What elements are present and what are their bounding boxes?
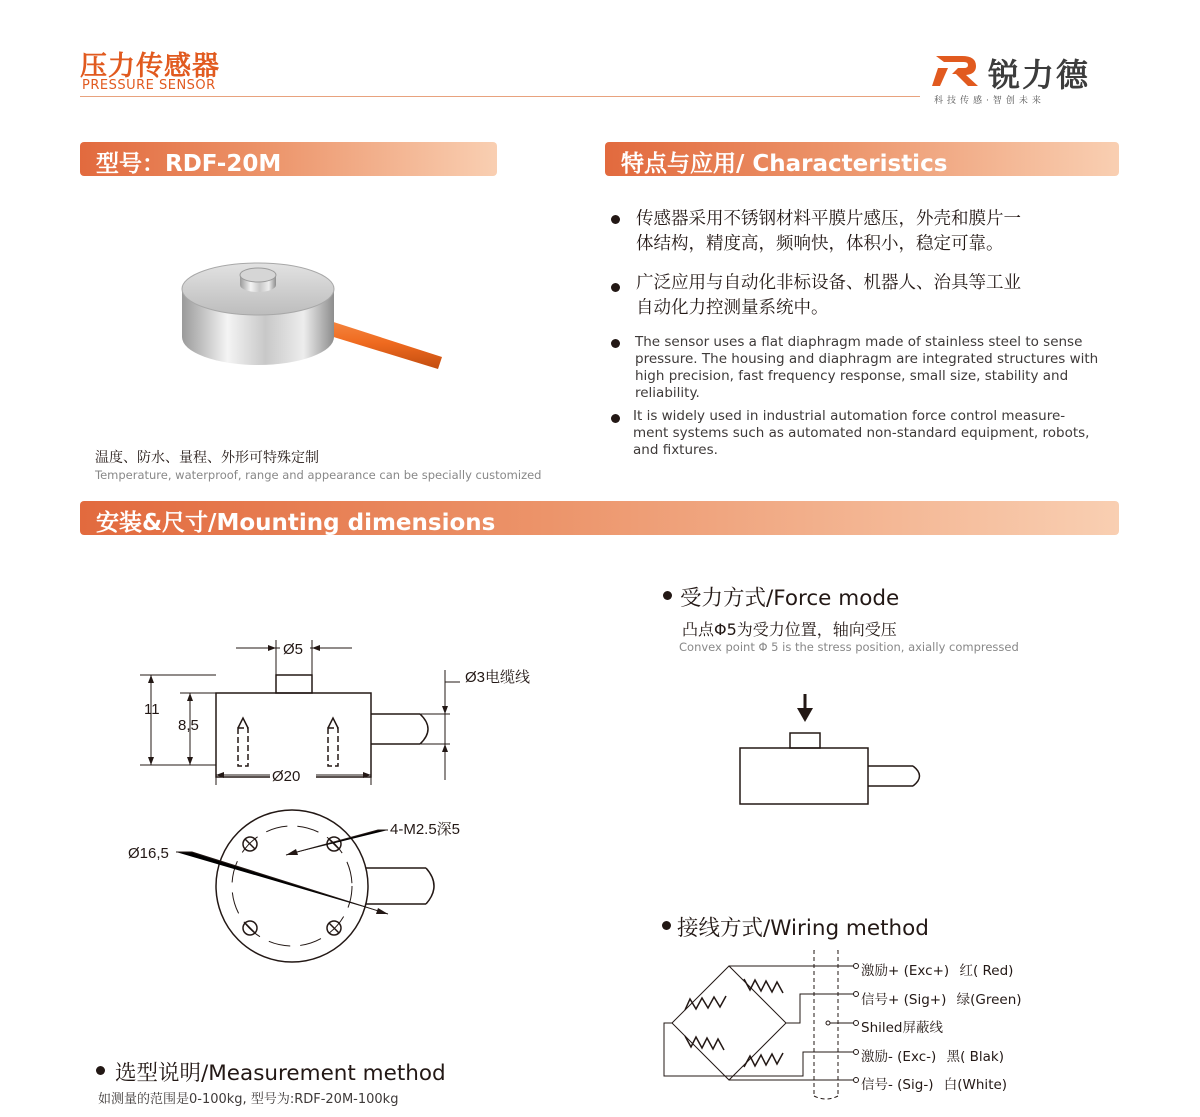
wire-signal: 激励- (Exc-)	[861, 1048, 937, 1065]
characteristic-line: 传感器采用不锈钢材料平膜片感压，外壳和膜片一	[636, 209, 1021, 229]
product-image	[170, 245, 460, 375]
characteristic-line: 体结构，精度高，频响快，体积小，稳定可靠。	[636, 234, 1004, 254]
wire-color: 白(White)	[943, 1077, 1008, 1093]
characteristic-line: ment systems such as automated non-standard equipment, robots,	[633, 425, 1090, 441]
wire-label-row	[861, 1043, 1022, 1072]
dim-d5: Ø5	[283, 641, 304, 658]
dim-d20: Ø20	[272, 768, 301, 785]
wire-label-row	[861, 986, 1022, 1015]
customization-note-cn: 温度、防水、量程、外形可特殊定制	[95, 450, 319, 466]
dim-h11: 11	[144, 701, 160, 718]
characteristic-line: The sensor uses a flat diaphragm made of stainless steel to sense	[635, 334, 1083, 350]
characteristic-item	[633, 408, 1089, 459]
mounting-banner-text: 安装&尺寸/Mounting dimensions	[96, 510, 496, 536]
wire-color: 红( Red)	[959, 963, 1014, 979]
characteristics-banner-text: 特点与应用/ Characteristics	[621, 151, 948, 177]
characteristic-line: pressure. The housing and diaphragm are integrated structures with	[635, 351, 1099, 367]
mounting-banner	[80, 501, 1119, 535]
dim-h85: 8,5	[178, 717, 199, 734]
model-banner-text: 型号：RDF-20M	[96, 151, 282, 177]
wire-label-row	[861, 1071, 1022, 1100]
wire-signal: 激励+ (Exc+)	[861, 963, 950, 979]
customization-note-en: Temperature, waterproof, range and appearance can be specially customized	[95, 468, 542, 482]
force-mode-diagram	[730, 688, 930, 808]
bullet-icon	[611, 283, 620, 292]
bullet-icon	[662, 921, 671, 930]
characteristic-item	[636, 207, 1021, 257]
characteristics-banner	[605, 142, 1119, 176]
characteristic-line: high precision, fast frequency response, small size, stability and	[635, 368, 1069, 384]
bullet-icon	[96, 1066, 105, 1075]
characteristic-line: reliability.	[635, 385, 700, 401]
bullet-icon	[611, 339, 620, 348]
characteristic-line: and fixtures.	[633, 442, 718, 458]
wire-color: 黑( Blak)	[946, 1048, 1005, 1065]
wire-color: 绿(Green)	[956, 991, 1022, 1008]
title-divider	[80, 96, 920, 97]
dim-screw: 4-M2.5深5	[390, 821, 461, 838]
wire-signal: Shiled屏蔽线	[861, 1020, 944, 1036]
dim-cable: Ø3电缆线	[465, 669, 531, 686]
brand-slogan: 科技传感·智创未来	[934, 96, 1045, 106]
characteristic-line: It is widely used in industrial automation force control measure-	[633, 408, 1066, 424]
brand-name: 锐力德	[988, 56, 1091, 94]
side-dimension-drawing	[120, 630, 580, 800]
page-title: 压力传感器	[80, 51, 220, 82]
force-mode-en: Convex point Φ 5 is the stress position, axially compressed	[679, 640, 1019, 654]
force-mode-title: 受力方式/Force mode	[680, 586, 900, 611]
force-arrow-icon	[797, 708, 813, 722]
dim-d165: Ø16,5	[128, 845, 169, 862]
characteristic-line: 自动化力控测量系统中。	[636, 298, 829, 318]
wiring-title: 接线方式/Wiring method	[677, 916, 929, 941]
page-subtitle: PRESSURE SENSOR	[82, 78, 216, 93]
top-view-drawing	[120, 800, 580, 1000]
wire-signal: 信号+ (Sig+)	[861, 991, 947, 1008]
model-banner	[80, 142, 497, 176]
characteristic-line: 广泛应用与自动化非标设备、机器人、治具等工业	[636, 273, 1021, 293]
wire-label-list	[861, 957, 1022, 1100]
characteristic-item	[635, 334, 1098, 402]
measurement-title: 选型说明/Measurement method	[115, 1061, 446, 1086]
force-mode-cn: 凸点Φ5为受力位置，轴向受压	[682, 620, 897, 639]
wire-label-row	[861, 957, 1022, 986]
wire-signal: 信号- (Sig-)	[861, 1077, 934, 1093]
characteristic-item	[636, 271, 1021, 321]
wire-label-row	[861, 1014, 1022, 1043]
brand-logo-icon	[932, 52, 984, 88]
measurement-text: 如测量的范围是0-100kg, 型号为:RDF-20M-100kg	[98, 1092, 399, 1107]
bullet-icon	[611, 215, 620, 224]
bullet-icon	[611, 414, 620, 423]
bullet-icon	[663, 591, 672, 600]
